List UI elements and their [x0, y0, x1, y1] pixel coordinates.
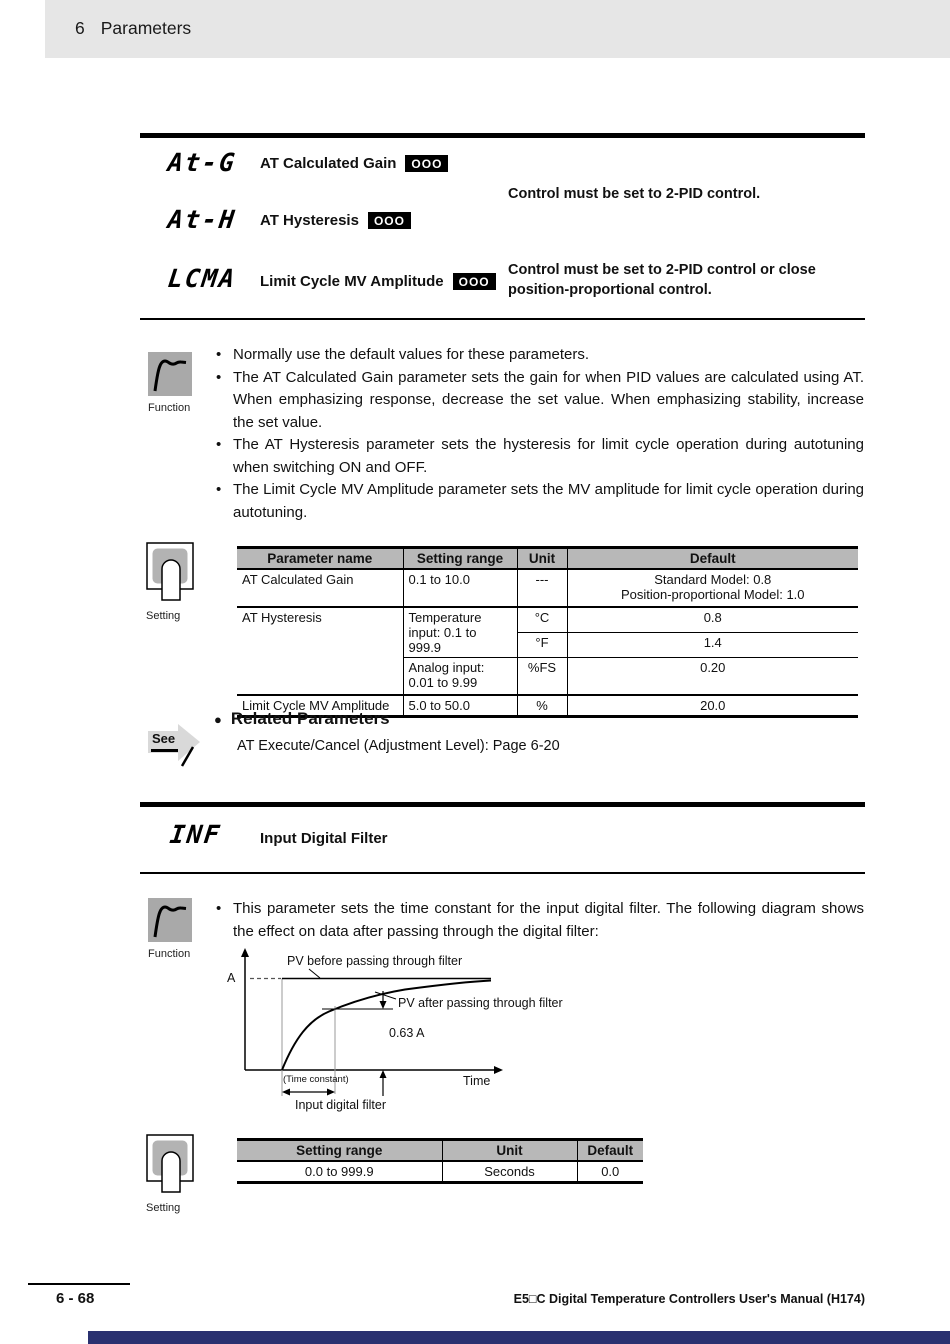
cell-param-name: AT Hysteresis: [237, 607, 403, 695]
list-item: • The AT Calculated Gain parameter sets the gain for when PID values are calculated using AT. When emphasizing response, decrease the set value. When emphasizing stability, increase the set value.: [216, 367, 864, 435]
setting-key-icon: [146, 542, 198, 604]
chapter-number: 6: [75, 18, 85, 38]
cell-param-name: AT Calculated Gain: [237, 569, 403, 607]
bullet-glyph: •: [216, 900, 222, 917]
bullet-glyph: •: [216, 368, 222, 386]
models-badge: OOO: [453, 273, 496, 290]
cell-default: 0.8: [567, 607, 858, 633]
bullet-glyph: •: [216, 481, 222, 498]
section-divider-thin: [140, 872, 865, 874]
section-dot-icon: ●: [214, 711, 222, 727]
chapter-header: [75, 18, 191, 39]
cell-setting-range: Temperature input: 0.1 to 999.9: [403, 607, 517, 658]
models-badge: OOO: [405, 155, 448, 172]
setting-key-icon: [146, 1134, 198, 1196]
footer-rule: [28, 1283, 130, 1285]
function-label: Function: [148, 402, 191, 414]
condition-note-2: Control must be set to 2-PID control or close position-proportional control.: [508, 262, 816, 298]
col-header: Unit: [442, 1140, 577, 1162]
section-divider-thin: [140, 318, 865, 320]
setting-block-marker: [146, 542, 216, 622]
bullet-glyph: •: [216, 346, 222, 363]
display-code-at-g: At-G: [166, 148, 238, 177]
cell-setting-range: Analog input: 0.01 to 9.99: [403, 658, 517, 695]
point-063a-label: 0.63 A: [389, 1026, 425, 1040]
list-item: • This parameter sets the time constant for the input digital filter. The following diagram shows the effect on data after passing through the digital filter:: [216, 898, 864, 943]
function-block-marker: [148, 898, 218, 960]
col-header: Unit: [517, 548, 567, 570]
param-row-limit-cycle-mv: [260, 273, 496, 290]
see-arrow-icon: [146, 722, 204, 770]
related-parameters-heading: [214, 709, 390, 729]
setting-table-1: [237, 546, 858, 718]
cell-unit: %FS: [517, 658, 567, 695]
pv-after-label: PV after passing through filter: [398, 996, 563, 1010]
bullet-glyph: •: [216, 436, 222, 453]
col-header: Default: [577, 1140, 643, 1162]
see-label: See: [152, 731, 176, 746]
param-name: Input Digital Filter: [260, 830, 388, 847]
setting-table-2: [237, 1138, 643, 1184]
models-badge: OOO: [368, 212, 411, 229]
function-block-marker: [148, 352, 218, 414]
time-axis-label: Time: [463, 1074, 491, 1088]
setting-block-marker: [146, 1134, 216, 1214]
cell-setting-range: 0.0 to 999.9: [237, 1161, 442, 1183]
cell-unit: °C: [517, 607, 567, 633]
axis-a-label: A: [227, 971, 236, 985]
col-header: Setting range: [237, 1140, 442, 1162]
digital-filter-diagram: [225, 946, 645, 1121]
diagram-caption: Input digital filter: [295, 1098, 387, 1112]
table-header-row: [237, 548, 858, 570]
see-underline: [151, 749, 178, 752]
table-header-row: [237, 1140, 643, 1162]
default-line: Position-proportional Model: 1.0: [620, 587, 805, 602]
cell-default: 0.0: [577, 1161, 643, 1183]
display-code-inf: INF: [168, 820, 223, 849]
related-title-text: Related Parameters: [230, 709, 390, 728]
param-row-at-hysteresis: [260, 212, 411, 229]
function-bullet-list: [216, 344, 864, 524]
pv-before-label: PV before passing through filter: [287, 954, 463, 968]
cell-setting-range: 0.1 to 10.0: [403, 569, 517, 607]
col-header: Default: [567, 548, 858, 570]
chapter-title: Parameters: [100, 18, 192, 38]
param-name: AT Hysteresis: [260, 212, 359, 229]
related-parameter-link: AT Execute/Cancel (Adjustment Level): Page 6-20: [237, 738, 560, 754]
function-label: Function: [148, 948, 191, 960]
param-row-at-calculated-gain: [260, 155, 448, 172]
cell-param-name: Limit Cycle MV Amplitude: [237, 695, 403, 717]
cell-default: [567, 569, 858, 607]
list-item: • Normally use the default values for these parameters.: [216, 344, 864, 367]
time-constant-label: (Time constant): [283, 1074, 349, 1085]
page-number: 6 - 68: [56, 1290, 95, 1307]
cell-setting-range: 5.0 to 50.0: [403, 695, 517, 717]
see-block-marker: [146, 722, 216, 775]
cell-unit: ---: [517, 569, 567, 607]
cell-default: 20.0: [567, 695, 858, 717]
function-bullet-list: [216, 898, 864, 943]
footer-accent-bar: [88, 1331, 950, 1344]
diagram-axes-and-curves: [225, 946, 645, 1121]
list-item: • The AT Hysteresis parameter sets the hysteresis for limit cycle operation during autotuning when switching ON and OFF.: [216, 434, 864, 479]
col-header: Setting range: [403, 548, 517, 570]
function-curve-icon: [148, 898, 192, 942]
display-code-at-h: At-H: [166, 205, 238, 234]
table-row: [237, 1161, 643, 1183]
cell-unit: %: [517, 695, 567, 717]
display-code-lcma: LCMA: [166, 264, 238, 293]
setting-label: Setting: [146, 1202, 181, 1214]
param-name: Limit Cycle MV Amplitude: [260, 273, 444, 290]
condition-note-1: Control must be set to 2-PID control.: [508, 186, 761, 202]
setting-label: Setting: [146, 610, 181, 622]
param-name: AT Calculated Gain: [260, 155, 397, 172]
table-row: [237, 569, 858, 607]
function-curve-icon: [148, 352, 192, 396]
section-divider-thick: [140, 802, 865, 807]
section-divider-thick: [140, 133, 865, 138]
cell-unit: Seconds: [442, 1161, 577, 1183]
manual-title: E5□C Digital Temperature Controllers User's Manual (H174): [513, 1292, 865, 1306]
default-line: Standard Model: 0.8: [654, 572, 772, 587]
cell-default: 0.20: [567, 658, 858, 695]
cell-unit: °F: [517, 633, 567, 658]
table-row: [237, 607, 858, 633]
list-item: • The Limit Cycle MV Amplitude parameter sets the MV amplitude for limit cycle operation during autotuning.: [216, 479, 864, 524]
col-header: Parameter name: [237, 548, 403, 570]
cell-default: 1.4: [567, 633, 858, 658]
